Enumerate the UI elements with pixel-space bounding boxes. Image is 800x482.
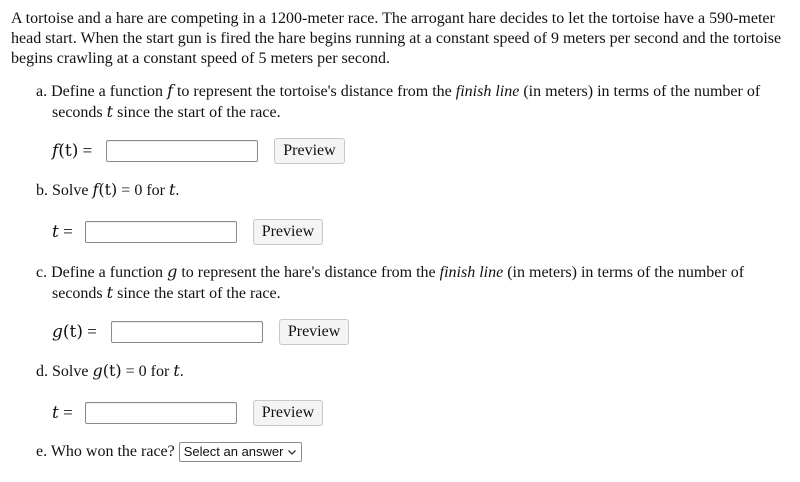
preview-button-b[interactable]: Preview bbox=[253, 219, 323, 245]
part-b-label: t = bbox=[52, 222, 73, 242]
part-d-answer-row bbox=[52, 400, 323, 426]
part-a-label: f(t) = bbox=[52, 141, 93, 161]
problem-statement: A tortoise and a hare are competing in a 1200-meter race. The arrogant hare decides to let the tortoise have a 590-meter head start. When the start gun is fired the hare begins running at a constant speed of 9 meters per second and the tortoise begins crawling at a constant speed of 5 meters per second. bbox=[11, 10, 782, 67]
answer-input-c[interactable] bbox=[111, 321, 263, 343]
answer-select-e[interactable]: Select an answer bbox=[179, 442, 303, 462]
chevron-down-icon bbox=[287, 447, 297, 457]
preview-button-a[interactable]: Preview bbox=[274, 138, 344, 164]
part-c-prompt: c. Define a function g to represent the hare's distance from the finish line (in meters) in terms of the number of seconds t since the start of the race. bbox=[36, 262, 745, 302]
part-d-label: t = bbox=[52, 403, 73, 423]
part-c-label: g(t) = bbox=[52, 322, 97, 342]
part-a-answer-row bbox=[52, 138, 345, 164]
answer-input-b[interactable] bbox=[85, 221, 237, 243]
preview-button-d[interactable]: Preview bbox=[253, 400, 323, 426]
part-a-prompt: a. Define a function f to represent the tortoise's distance from the finish line (in meters) in terms of the number of seconds t since the start of the race. bbox=[36, 81, 761, 121]
answer-input-a[interactable] bbox=[106, 140, 258, 162]
part-c-answer-row bbox=[52, 319, 349, 345]
part-e-prompt: e. Who won the race? Select an answer bbox=[36, 442, 784, 462]
answer-input-d[interactable] bbox=[85, 402, 237, 424]
part-b-prompt: b. Solve f(t) = 0 for t. bbox=[36, 180, 180, 199]
preview-button-c[interactable]: Preview bbox=[279, 319, 349, 345]
part-b-answer-row bbox=[52, 219, 323, 245]
part-d-prompt: d. Solve g(t) = 0 for t. bbox=[36, 361, 184, 380]
